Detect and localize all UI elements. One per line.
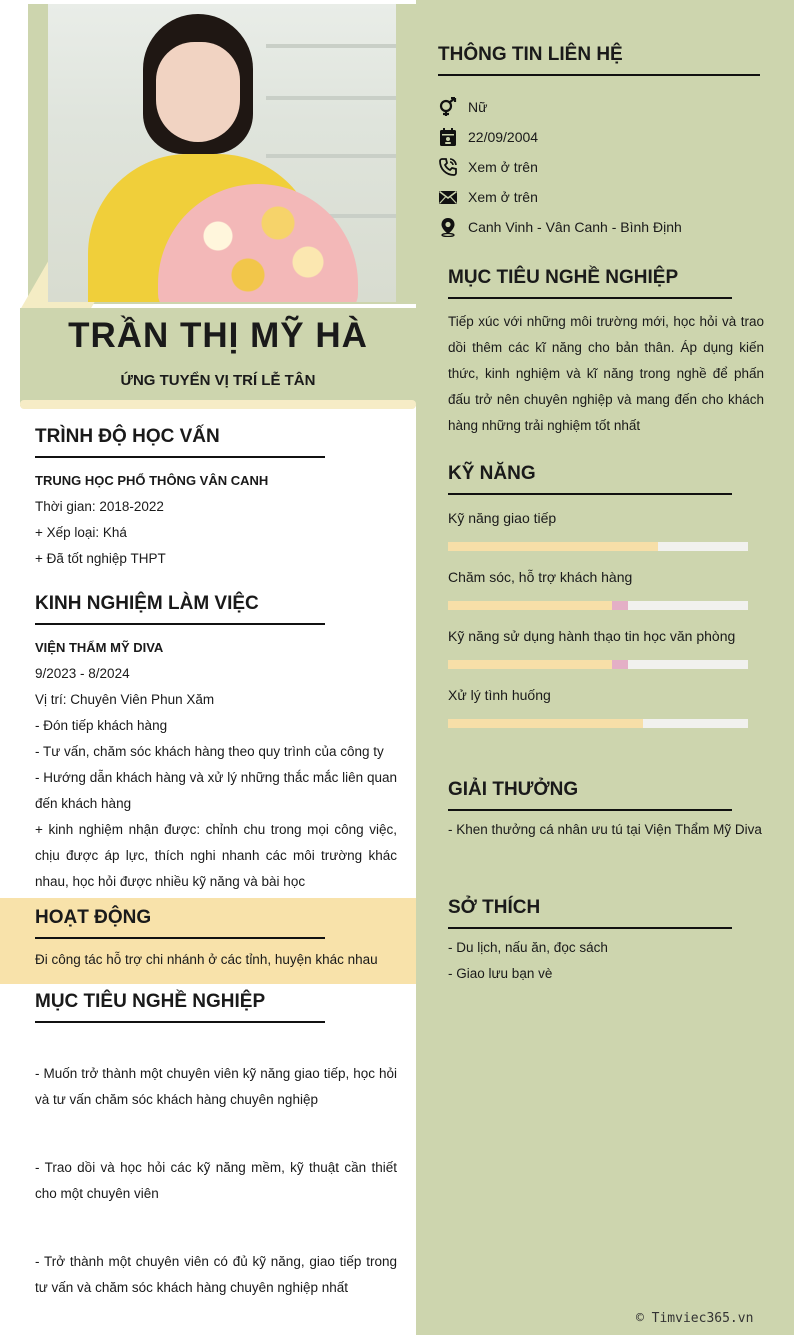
skill-bar xyxy=(448,660,748,669)
contact-phone xyxy=(438,156,538,178)
experience-title: KINH NGHIỆM LÀM VIỆC xyxy=(35,593,325,625)
education-line: Thời gian: 2018-2022 xyxy=(35,499,164,514)
applied-role: ỨNG TUYỂN VỊ TRÍ LỄ TÂN xyxy=(120,372,316,389)
candidate-name: TRẦN THỊ MỸ HÀ xyxy=(68,316,368,355)
activities-section xyxy=(35,907,397,973)
contact-text: Xem ở trên xyxy=(468,159,538,175)
career-goal-item: - Trao dồi và học hỏi các kỹ năng mềm, kỹ thuật cần thiết cho một chuyên viên xyxy=(35,1160,397,1201)
skill-bar xyxy=(448,719,748,728)
skill-item xyxy=(448,567,748,610)
company-name: VIỆN THẨM MỸ DIVA xyxy=(35,640,164,655)
skills-section xyxy=(448,463,764,495)
career-goals-text: Tiếp xúc với những môi trường mới, học hỏi và trao dồi thêm các kĩ năng cho bản thân. Áp dụng kiến thức, kinh nghiệm và kĩ năng trong nghề để phấn đấu trở nên chuyên nghiệp và mang đến cho khách hàng những trải nghiệm tốt nhất xyxy=(448,314,764,433)
experience-period: 9/2023 - 8/2024 xyxy=(35,666,130,681)
experience-line: + kinh nghiệm nhận được: chỉnh chu trong mọi công việc, chịu được áp lực, thích nghi nhanh các môi trường khác nhau, học hỏi được nhiều kỹ năng và bài học xyxy=(35,822,397,889)
hobbies-section xyxy=(448,897,764,987)
skill-item xyxy=(448,508,748,551)
skill-item xyxy=(448,685,748,728)
career-goals-right xyxy=(448,267,764,439)
hobbies-title: SỞ THÍCH xyxy=(448,897,732,929)
experience-line: - Đón tiếp khách hàng xyxy=(35,718,168,733)
experience-line: - Tư vấn, chăm sóc khách hàng theo quy trình của công ty xyxy=(35,744,384,759)
awards-title: GIẢI THƯỞNG xyxy=(448,779,732,811)
calendar-icon xyxy=(438,127,458,147)
hobby-item: - Giao lưu bạn vè xyxy=(448,966,553,981)
experience-line: - Hướng dẫn khách hàng và xử lý những thắc mắc liên quan đến khách hàng xyxy=(35,770,397,811)
activities-title: HOẠT ĐỘNG xyxy=(35,907,325,939)
skill-bar-fill xyxy=(448,719,643,728)
career-goal-item: - Muốn trở thành một chuyên viên kỹ năng giao tiếp, học hỏi và tư vấn chăm sóc khách hàng chuyên nghiệp xyxy=(35,1066,397,1107)
skill-bar xyxy=(448,542,748,551)
contact-text: Canh Vinh - Vân Canh - Bình Định xyxy=(468,219,682,235)
experience-position: Vị trí: Chuyên Viên Phun Xăm xyxy=(35,692,215,707)
name-band-accent xyxy=(20,400,416,409)
contact-birthday xyxy=(438,126,538,148)
phone-icon xyxy=(438,157,458,177)
skill-bar-fill xyxy=(448,601,628,610)
skill-label: Kỹ năng sử dụng hành thạo tin học văn phòng xyxy=(448,628,736,644)
career-goals-left xyxy=(35,991,397,1301)
watermark: © Timviec365.vn xyxy=(636,1311,754,1326)
education-line: + Đã tốt nghiệp THPT xyxy=(35,551,166,566)
awards-text: - Khen thưởng cá nhân ưu tú tại Viện Thẩm Mỹ Diva xyxy=(448,822,762,837)
career-goals-title: MỤC TIÊU NGHỀ NGHIỆP xyxy=(35,991,325,1023)
contact-email xyxy=(438,186,538,208)
skill-label: Chăm sóc, hỗ trợ khách hàng xyxy=(448,569,633,585)
location-pin-icon xyxy=(438,217,458,237)
activities-text: Đi công tác hỗ trợ chi nhánh ở các tỉnh, huyện khác nhau xyxy=(35,952,378,967)
education-line: + Xếp loại: Khá xyxy=(35,525,127,540)
contact-title: THÔNG TIN LIÊN HỆ xyxy=(438,44,760,76)
mail-icon xyxy=(438,187,458,207)
contact-text: 22/09/2004 xyxy=(468,129,539,145)
awards-section xyxy=(448,779,764,843)
skill-bar xyxy=(448,601,748,610)
experience-section xyxy=(35,593,397,895)
skill-bar-fill xyxy=(448,542,658,551)
gender-icon xyxy=(438,97,458,117)
skills-title: KỸ NĂNG xyxy=(448,463,732,495)
skill-label: Xử lý tình huống xyxy=(448,687,551,703)
contact-gender xyxy=(438,96,487,118)
skill-bar-marker xyxy=(612,660,628,669)
contact-section xyxy=(438,44,760,76)
skill-item xyxy=(448,626,748,669)
contact-text: Nữ xyxy=(468,99,488,115)
hobby-item: - Du lịch, nấu ăn, đọc sách xyxy=(448,940,608,955)
profile-photo xyxy=(48,4,396,302)
skill-label: Kỹ năng giao tiếp xyxy=(448,510,557,526)
skill-bar-marker xyxy=(612,601,628,610)
school-name: TRUNG HỌC PHỔ THÔNG VÂN CANH xyxy=(35,473,269,488)
contact-text: Xem ở trên xyxy=(468,189,538,205)
skill-bar-fill xyxy=(448,660,628,669)
education-section xyxy=(35,426,397,572)
career-goals-title: MỤC TIÊU NGHỀ NGHIỆP xyxy=(448,267,732,299)
contact-address xyxy=(438,216,682,238)
career-goal-item: - Trở thành một chuyên viên có đủ kỹ năng, giao tiếp trong tư vấn và chăm sóc khách hàng chuyên nghiệp nhất xyxy=(35,1254,397,1295)
education-title: TRÌNH ĐỘ HỌC VẤN xyxy=(35,426,325,458)
